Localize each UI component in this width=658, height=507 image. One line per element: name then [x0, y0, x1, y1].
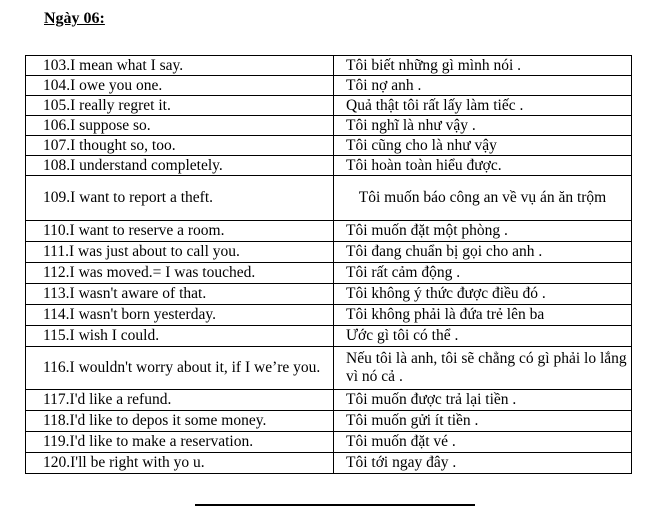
table-row	[26, 96, 632, 116]
english-phrase: 120.I'll be right with yo u.	[26, 453, 334, 474]
vietnamese-translation: Ước gì tôi có thể .	[334, 326, 632, 347]
table-row	[26, 305, 632, 326]
vietnamese-translation: Tôi không phải là đứa trẻ lên ba	[334, 305, 632, 326]
vietnamese-translation: Tôi muốn đặt vé .	[334, 432, 632, 453]
table-row	[26, 453, 632, 474]
english-phrase: 112.I was moved.= I was touched.	[26, 263, 334, 284]
english-phrase: 119.I'd like to make a reservation.	[26, 432, 334, 453]
vietnamese-translation: Tôi hoàn toàn hiểu được.	[334, 156, 632, 176]
table-row	[26, 116, 632, 136]
vietnamese-translation: Tôi muốn được trả lại tiền .	[334, 390, 632, 411]
english-phrase: 107.I thought so, too.	[26, 136, 334, 156]
english-phrase: 115.I wish I could.	[26, 326, 334, 347]
vietnamese-translation: Tôi nợ anh .	[334, 76, 632, 96]
english-phrase: 116.I wouldn't worry about it, if I we’re you.	[26, 347, 334, 390]
table-row	[26, 347, 632, 390]
english-phrase: 118.I'd like to depos it some money.	[26, 411, 334, 432]
table-row	[26, 156, 632, 176]
bottom-rule	[195, 504, 475, 506]
vietnamese-translation: Tôi tới ngay đây .	[334, 453, 632, 474]
table-row	[26, 136, 632, 156]
vietnamese-translation: Tôi rất cảm động .	[334, 263, 632, 284]
table-row	[26, 411, 632, 432]
table-row	[26, 221, 632, 242]
vietnamese-translation: Tôi đang chuẩn bị gọi cho anh .	[334, 242, 632, 263]
vietnamese-translation: Tôi cũng cho là như vậy	[334, 136, 632, 156]
english-phrase: 117.I'd like a refund.	[26, 390, 334, 411]
english-phrase: 113.I wasn't aware of that.	[26, 284, 334, 305]
vietnamese-translation: Tôi nghĩ là như vậy .	[334, 116, 632, 136]
vietnamese-translation: Tôi không ý thức được điều đó .	[334, 284, 632, 305]
english-phrase: 104.I owe you one.	[26, 76, 334, 96]
english-phrase: 108.I understand completely.	[26, 156, 334, 176]
vietnamese-translation: Tôi muốn đặt một phòng .	[334, 221, 632, 242]
english-phrase: 110.I want to reserve a room.	[26, 221, 334, 242]
table-row	[26, 242, 632, 263]
vietnamese-translation: Tôi muốn báo công an về vụ án ăn trộm	[334, 176, 632, 221]
english-phrase: 109.I want to report a theft.	[26, 176, 334, 221]
english-phrase: 105.I really regret it.	[26, 96, 334, 116]
english-phrase: 103.I mean what I say.	[26, 56, 334, 76]
table-row	[26, 390, 632, 411]
table-row	[26, 326, 632, 347]
table-row	[26, 56, 632, 76]
page-title: Ngày 06:	[44, 10, 105, 27]
vietnamese-translation: Tôi biết những gì mình nói .	[334, 56, 632, 76]
table-row	[26, 76, 632, 96]
english-phrase: 111.I was just about to call you.	[26, 242, 334, 263]
english-phrase: 114.I wasn't born yesterday.	[26, 305, 334, 326]
vietnamese-translation: Quả thật tôi rất lấy làm tiếc .	[334, 96, 632, 116]
table-row	[26, 432, 632, 453]
table-row	[26, 263, 632, 284]
phrase-table	[25, 55, 632, 474]
english-phrase: 106.I suppose so.	[26, 116, 334, 136]
vietnamese-translation: Nếu tôi là anh, tôi sẽ chẳng có gì phải lo lắng vì nó cả .	[334, 347, 632, 390]
vietnamese-translation: Tôi muốn gửi ít tiền .	[334, 411, 632, 432]
table-row	[26, 176, 632, 221]
table-row	[26, 284, 632, 305]
